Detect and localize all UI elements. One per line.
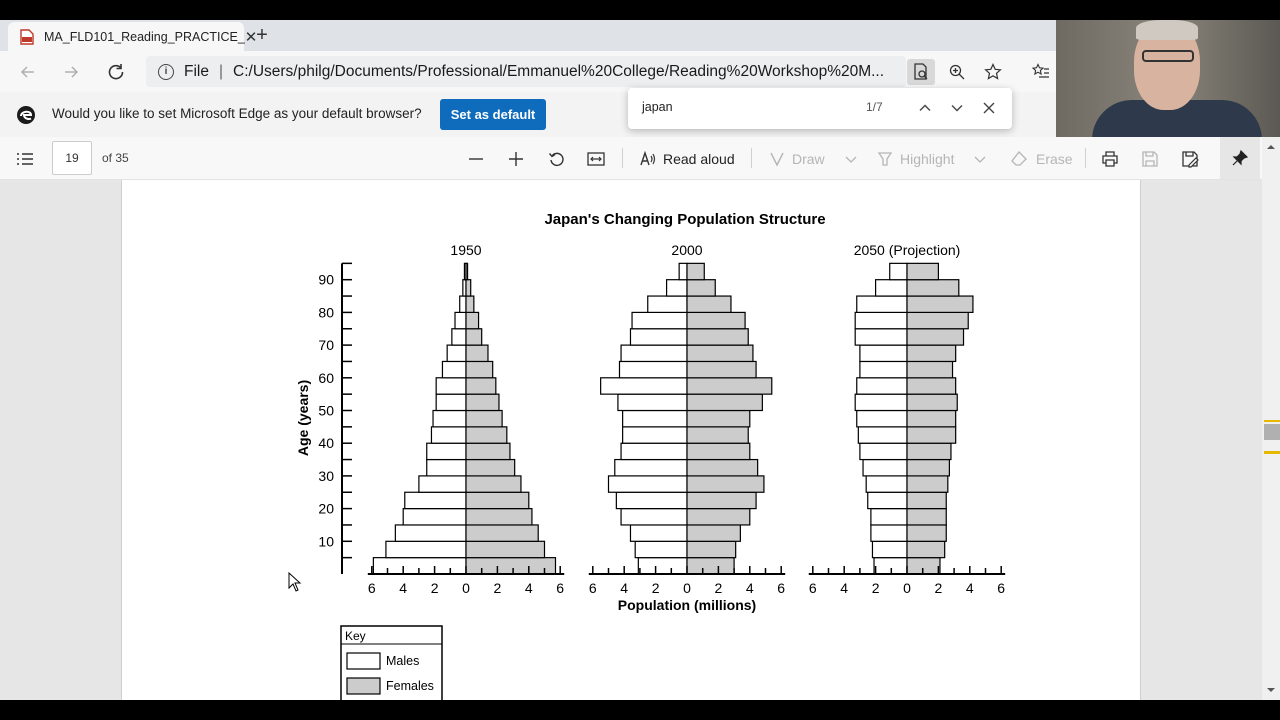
pin-toolbar-button[interactable] <box>1220 137 1260 179</box>
minus-icon <box>467 150 485 168</box>
scrollbar-find-markers <box>1264 451 1280 454</box>
x-tick-label: 6 <box>997 580 1006 596</box>
male-bar <box>863 460 907 476</box>
fit-page-button[interactable] <box>587 147 605 171</box>
chart-panels <box>318 242 1005 596</box>
female-bar <box>907 296 973 312</box>
x-tick-label: 2 <box>714 580 723 596</box>
male-bar <box>635 541 687 557</box>
x-tick-label: 2 <box>493 580 502 596</box>
female-bar <box>466 427 507 443</box>
find-input[interactable]: japan <box>642 100 673 114</box>
male-bar <box>860 345 907 361</box>
toolbar-divider <box>751 148 752 168</box>
x-tick-label: 6 <box>777 580 786 596</box>
male-bar <box>621 443 687 459</box>
x-tick-label: 4 <box>745 580 754 596</box>
pin-icon <box>1232 150 1248 166</box>
address-separator: | <box>218 62 224 80</box>
x-tick-label: 2 <box>871 580 880 596</box>
forward-button[interactable] <box>59 60 83 84</box>
x-tick-label: 6 <box>367 580 376 596</box>
legend <box>341 626 442 706</box>
female-bar <box>687 492 756 508</box>
female-bar <box>687 411 750 427</box>
male-bar <box>623 427 687 443</box>
female-bar <box>687 296 731 312</box>
address-bar[interactable] <box>146 56 906 87</box>
favorite-button[interactable] <box>979 59 1007 85</box>
draw-label: Draw <box>792 151 825 167</box>
female-bar <box>907 378 956 394</box>
save-as-icon <box>1181 150 1199 168</box>
tab-pdf-document[interactable] <box>8 22 258 51</box>
chevron-down-icon <box>950 101 964 115</box>
female-bar <box>466 443 510 459</box>
find-page-icon <box>912 63 930 81</box>
male-bar <box>632 312 687 328</box>
highlight-button[interactable] <box>876 147 986 171</box>
male-bar <box>609 476 688 492</box>
female-bar <box>907 541 945 557</box>
set-as-default-button[interactable]: Set as default <box>440 99 546 130</box>
male-bar <box>618 394 687 410</box>
female-bar <box>687 378 772 394</box>
x-tick-label: 0 <box>462 580 470 596</box>
plus-icon <box>507 150 525 168</box>
female-bar <box>466 394 499 410</box>
panel-title: 2000 <box>671 242 703 258</box>
male-bar <box>427 443 466 459</box>
male-bar <box>638 558 687 574</box>
rotate-button[interactable] <box>548 147 566 171</box>
zoom-button[interactable] <box>943 59 971 85</box>
female-bar <box>907 558 940 574</box>
y-tick-label: 70 <box>318 337 334 354</box>
male-bar <box>405 492 466 508</box>
edge-logo-icon <box>16 105 36 125</box>
female-bar <box>466 378 496 394</box>
page-total: of 35 <box>102 151 129 165</box>
pdf-toolbar <box>0 137 1262 180</box>
male-bar <box>433 411 466 427</box>
eraser-icon <box>1010 150 1028 168</box>
male-bar <box>857 411 907 427</box>
mouse-cursor-icon <box>288 572 302 592</box>
male-bar <box>452 329 466 345</box>
y-tick-label: 60 <box>318 369 334 386</box>
female-bar <box>687 525 740 541</box>
female-bar <box>907 394 957 410</box>
toolbar-divider <box>1085 148 1086 168</box>
pyramid-panel <box>809 242 1006 596</box>
print-button[interactable] <box>1101 147 1119 171</box>
find-bar <box>628 88 1012 129</box>
find-close-button[interactable] <box>977 96 1001 120</box>
y-axis-label: Age (years) <box>295 379 311 457</box>
female-bar <box>466 263 468 279</box>
zoom-out-button[interactable] <box>467 147 485 171</box>
rotate-icon <box>548 150 566 168</box>
find-on-page-button[interactable] <box>907 59 935 85</box>
female-bar <box>907 263 938 279</box>
x-tick-label: 2 <box>934 580 943 596</box>
female-bar <box>907 509 946 525</box>
toolbar-divider <box>622 148 623 168</box>
legend-swatch-females <box>347 678 380 694</box>
female-bar <box>687 312 745 328</box>
female-bar <box>466 525 538 541</box>
favorites-list-button[interactable] <box>1027 59 1055 85</box>
y-tick-label: 40 <box>318 435 334 452</box>
legend-label-males: Males <box>386 654 420 668</box>
female-bar <box>687 329 748 345</box>
legend-title: Key <box>345 629 366 643</box>
x-tick-label: 0 <box>683 580 691 596</box>
male-bar <box>858 427 907 443</box>
x-tick-label: 4 <box>840 580 849 596</box>
pdf-page <box>121 180 1141 700</box>
female-bar <box>907 312 968 328</box>
top-black-bar <box>0 0 1280 20</box>
tab-title: MA_FLD101_Reading_PRACTICE_ <box>44 29 245 44</box>
x-tick-label: 4 <box>965 580 974 596</box>
star-icon <box>984 63 1002 81</box>
draw-button[interactable] <box>768 147 857 171</box>
page-number-input[interactable]: 19 <box>52 141 92 175</box>
female-bar <box>687 476 764 492</box>
close-icon <box>983 102 995 114</box>
y-tick-label: 50 <box>318 402 334 419</box>
y-tick-label: 30 <box>318 467 334 484</box>
refresh-icon <box>107 63 125 81</box>
female-bar <box>907 280 959 296</box>
draw-icon <box>768 150 786 168</box>
female-bar <box>687 394 762 410</box>
female-bar <box>907 411 956 427</box>
female-bar <box>687 509 750 525</box>
female-bar <box>907 460 949 476</box>
male-bar <box>857 296 907 312</box>
male-bar <box>621 345 687 361</box>
webcam-person-glasses <box>1142 50 1194 62</box>
pdf-viewer[interactable] <box>0 180 1262 700</box>
female-bar <box>687 541 736 557</box>
male-bar <box>442 361 466 377</box>
save-button[interactable] <box>1141 147 1159 171</box>
population-pyramid-chart <box>122 180 1142 700</box>
x-tick-label: 4 <box>524 580 533 596</box>
tab-close-icon[interactable]: ✕ <box>244 28 258 46</box>
chevron-down-icon <box>974 153 986 165</box>
male-bar <box>455 312 466 328</box>
male-bar <box>855 329 907 345</box>
male-bar <box>616 492 687 508</box>
female-bar <box>466 345 488 361</box>
address-bar-row <box>0 51 1056 92</box>
chart-title: Japan's Changing Population Structure <box>544 211 826 228</box>
zoom-in-button[interactable] <box>507 147 525 171</box>
female-bar <box>466 460 515 476</box>
female-bar <box>466 476 521 492</box>
female-bar <box>907 443 951 459</box>
female-bar <box>687 460 758 476</box>
pyramid-panel <box>368 242 565 596</box>
female-bar <box>687 558 734 574</box>
x-tick-label: 0 <box>903 580 911 596</box>
male-bar <box>866 476 907 492</box>
male-bar <box>630 329 687 345</box>
read-aloud-icon <box>639 150 657 168</box>
female-bar <box>687 427 748 443</box>
male-bar <box>868 492 907 508</box>
male-bar <box>872 541 907 557</box>
save-as-button[interactable] <box>1181 147 1199 171</box>
y-tick-label: 20 <box>318 500 334 517</box>
highlight-icon <box>876 150 894 168</box>
female-bar <box>907 525 946 541</box>
read-aloud-button[interactable] <box>639 147 735 171</box>
female-bar <box>687 345 753 361</box>
male-bar <box>860 361 907 377</box>
female-bar <box>907 361 953 377</box>
male-bar <box>615 460 687 476</box>
female-bar <box>466 411 502 427</box>
scrollbar-thumb[interactable] <box>1264 424 1280 440</box>
find-next-button[interactable] <box>945 96 969 120</box>
male-bar <box>447 345 466 361</box>
male-bar <box>857 378 907 394</box>
male-bar <box>871 525 907 541</box>
male-bar <box>623 411 687 427</box>
y-tick-label: 90 <box>318 271 334 288</box>
female-bar <box>907 476 948 492</box>
male-bar <box>419 476 466 492</box>
male-bar <box>876 280 907 296</box>
info-icon[interactable]: i <box>158 64 174 80</box>
panel-title: 2050 (Projection) <box>853 242 961 258</box>
save-icon <box>1141 150 1159 168</box>
female-bar <box>466 558 555 574</box>
male-bar <box>667 280 687 296</box>
bottom-black-bar <box>0 700 1280 720</box>
zoom-icon <box>949 64 965 80</box>
erase-label: Erase <box>1036 151 1073 167</box>
male-bar <box>630 525 687 541</box>
female-bar <box>907 492 946 508</box>
find-match-count: 1/7 <box>866 100 883 114</box>
find-previous-button[interactable] <box>913 96 937 120</box>
forward-arrow-icon <box>63 64 79 80</box>
male-bar <box>874 558 907 574</box>
contents-button[interactable] <box>16 147 34 171</box>
highlight-label: Highlight <box>900 151 955 167</box>
female-bar <box>466 509 532 525</box>
tab-strip <box>0 20 1056 51</box>
male-bar <box>855 312 907 328</box>
male-bar <box>855 394 907 410</box>
new-tab-button[interactable]: + <box>256 24 268 46</box>
webcam-overlay <box>1056 20 1280 146</box>
pyramid-panel <box>589 242 786 596</box>
back-arrow-icon <box>20 64 36 80</box>
x-tick-label: 6 <box>588 580 597 596</box>
x-axis-label: Population (millions) <box>617 597 757 613</box>
male-bar <box>431 427 466 443</box>
refresh-button[interactable] <box>104 60 128 84</box>
male-bar <box>386 541 466 557</box>
read-aloud-label: Read aloud <box>663 151 735 167</box>
female-bar <box>466 329 482 345</box>
pdf-icon <box>20 29 34 45</box>
infobar-message: Would you like to set Microsoft Edge as your default browser? <box>52 106 422 121</box>
female-bar <box>466 280 471 296</box>
male-bar <box>601 378 687 394</box>
female-bar <box>466 312 479 328</box>
female-bar <box>687 280 715 296</box>
x-tick-label: 6 <box>808 580 817 596</box>
back-button[interactable] <box>16 60 40 84</box>
female-bar <box>466 492 529 508</box>
chevron-up-icon <box>918 101 932 115</box>
male-bar <box>648 296 687 312</box>
erase-button[interactable] <box>1010 147 1073 171</box>
vertical-scrollbar[interactable] <box>1262 137 1280 700</box>
scrollbar-find-markers <box>1264 420 1280 422</box>
male-bar <box>395 525 466 541</box>
male-bar <box>436 394 466 410</box>
chevron-down-icon <box>845 153 857 165</box>
webcam-person-hair <box>1136 20 1198 40</box>
list-icon <box>16 152 34 166</box>
legend-swatch-males <box>347 653 380 669</box>
scroll-down-arrow-icon[interactable] <box>1262 684 1280 696</box>
male-bar <box>860 443 907 459</box>
female-bar <box>466 541 545 557</box>
panel-title: 1950 <box>450 242 482 258</box>
print-icon <box>1101 150 1119 168</box>
x-tick-label: 2 <box>430 580 439 596</box>
male-bar <box>427 460 466 476</box>
address-url: C:/Users/philg/Documents/Professional/Emmanuel%20College/Reading%20Workshop%20M... <box>233 62 885 80</box>
male-bar <box>890 263 907 279</box>
fit-width-icon <box>587 151 605 167</box>
male-bar <box>460 296 466 312</box>
female-bar <box>687 361 756 377</box>
address-scheme: File <box>184 62 209 80</box>
female-bar <box>687 443 750 459</box>
male-bar <box>403 509 466 525</box>
y-tick-label: 80 <box>318 304 334 321</box>
female-bar <box>466 361 493 377</box>
favorites-list-icon <box>1032 63 1050 81</box>
male-bar <box>679 263 687 279</box>
scroll-up-arrow-icon[interactable] <box>1262 141 1280 153</box>
male-bar <box>619 361 687 377</box>
female-bar <box>907 345 956 361</box>
x-tick-label: 2 <box>651 580 660 596</box>
male-bar <box>621 509 687 525</box>
female-bar <box>466 296 474 312</box>
male-bar <box>871 509 907 525</box>
female-bar <box>687 263 704 279</box>
x-tick-label: 4 <box>399 580 408 596</box>
y-tick-label: 10 <box>318 533 334 550</box>
male-bar <box>436 378 466 394</box>
x-tick-label: 6 <box>556 580 565 596</box>
x-tick-label: 4 <box>620 580 629 596</box>
female-bar <box>907 427 956 443</box>
legend-label-females: Females <box>386 679 434 693</box>
female-bar <box>907 329 964 345</box>
